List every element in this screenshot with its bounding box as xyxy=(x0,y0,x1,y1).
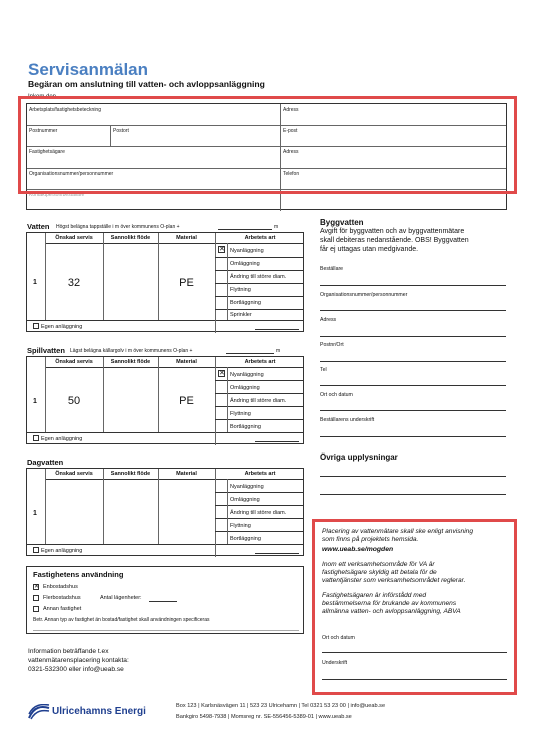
info-line-1: Information beträffande t.ex xyxy=(28,648,109,655)
spill-dim-value: 50 xyxy=(67,395,81,407)
vatten-unit: m xyxy=(274,224,279,230)
spill-work-header: Arbetets art xyxy=(244,359,276,365)
meter-note-p2b: fastighetsägare skyldig att betala för de xyxy=(322,569,437,576)
meter-note-p3a: Fastighetsägaren är införstådd med xyxy=(322,592,427,599)
single-family-checkbox[interactable]: ✕ xyxy=(34,584,40,590)
footer-line-1: Box 123 | Karlsnäsvägen 11 | 523 23 Ulricehamn | Tel 0321 53 23 00 | info@ueab.se xyxy=(176,703,386,709)
vatten-dim-value: 32 xyxy=(67,277,81,289)
meter-note-p2c: vattentjänster som verksamhetsområdet reglerar. xyxy=(322,577,466,584)
apartments-label: Antal lägenheter: xyxy=(100,595,142,601)
bygg-signature-line[interactable] xyxy=(320,436,506,437)
byggvatten-text-1: Avgift för byggvatten och av byggvattenmätare xyxy=(320,228,465,235)
meter-note-p3b: bestämmelserna för brukande av kommunens xyxy=(322,600,457,607)
bygg-org-line[interactable] xyxy=(320,310,506,311)
orderer-line[interactable] xyxy=(320,285,506,286)
bygg-postal-label: Postnr/Ort xyxy=(320,342,344,348)
spillvatten-table xyxy=(26,356,304,444)
multi-family-checkbox[interactable] xyxy=(33,595,39,601)
meter-note-p1a: Placering av vattenmätare skall ske enligt anvisning xyxy=(322,528,474,535)
bygg-date-label: Ort och datum xyxy=(320,392,353,398)
vatten-opt-2: Omläggning xyxy=(230,261,260,267)
dag-opt-5: Bortläggning xyxy=(230,536,261,542)
spill-check-nyanlaggning[interactable]: ✕ xyxy=(219,370,225,377)
spill-opt-1: Nyanläggning xyxy=(230,372,264,378)
info-line-3: 0321-532300 eller info@ueab.se xyxy=(28,666,124,673)
bygg-org-label: Organisationsnummer/personnummer xyxy=(320,292,408,298)
dag-opt-3: Ändring till större diam. xyxy=(230,510,287,516)
byggvatten-text-3: får ej uttagas utan medgivande. xyxy=(320,246,419,253)
info-line-2: vattenmätarensplacering kontakta: xyxy=(28,657,129,664)
highlight-box-meter-note xyxy=(312,519,517,695)
bygg-signature-label: Beställarens underskrift xyxy=(320,417,375,423)
bygg-date-line[interactable] xyxy=(320,410,506,411)
multi-family-label: Flerbostadshus xyxy=(43,595,81,601)
city-label: Postort xyxy=(113,128,129,134)
property-use-box xyxy=(26,566,304,634)
spill-flow-header: Sannolikt flöde xyxy=(110,359,151,365)
spill-material-header: Material xyxy=(176,359,197,365)
address-label: Adress xyxy=(283,107,299,113)
owner-label: Fastighetsägare xyxy=(29,149,65,155)
byggvatten-text-2: skall debiteras nedanstående. OBS! Byggvatten xyxy=(320,237,469,244)
spill-dim-header: Önskad servis xyxy=(55,359,93,365)
vatten-check-nyanlaggning[interactable]: ✕ xyxy=(219,246,225,253)
spill-own-facility-checkbox[interactable] xyxy=(33,435,39,441)
property-use-note: Betr. Annan typ av fastighet än bostad/fastighet skall användningen specificeras xyxy=(33,617,210,623)
company-logo xyxy=(28,704,50,725)
vatten-row-number: 1 xyxy=(33,279,37,286)
spillvatten-unit: m xyxy=(276,348,281,354)
footer-line-2: Bankgiro 5498-7938 | Momsreg nr. SE-556456-5389-01 | www.ueab.se xyxy=(176,714,352,720)
dagvatten-title: Dagvatten xyxy=(27,458,64,467)
dag-flow-header: Sannolikt flöde xyxy=(110,471,151,477)
bygg-address-label: Adress xyxy=(320,317,337,323)
spill-material-value: PE xyxy=(179,395,194,407)
other-property-checkbox[interactable] xyxy=(33,606,39,612)
vatten-material-value: PE xyxy=(179,277,194,289)
vatten-work-header: Arbetets art xyxy=(244,235,276,241)
vatten-opt-6: Sprinkler xyxy=(230,312,252,318)
spill-opt-4: Flyttning xyxy=(230,411,251,417)
meter-note-p2a: Inom ett verksamhetsområde för VA är xyxy=(322,561,435,568)
bygg-phone-label: Tel xyxy=(320,367,327,373)
bygg-postal-line[interactable] xyxy=(320,361,506,362)
other-property-label: Annan fastighet xyxy=(43,606,82,612)
vatten-table xyxy=(26,232,304,332)
dag-own-facility-label: Egen anläggning xyxy=(41,548,83,554)
property-designation-label: Arbetsplats/fastighetsbeteckning xyxy=(29,107,101,113)
received-date-label: Inkom den ...................................................... xyxy=(28,94,148,100)
spillvatten-title: Spillvatten xyxy=(27,346,65,355)
dag-opt-1: Nyanläggning xyxy=(230,484,264,490)
owner-address-label: Adress xyxy=(283,149,299,155)
spill-opt-2: Omläggning xyxy=(230,385,260,391)
dag-opt-2: Omläggning xyxy=(230,497,260,503)
spill-own-facility-label: Egen anläggning xyxy=(41,436,83,442)
dag-row-number: 1 xyxy=(33,510,37,517)
vatten-flow-header: Sannolikt flöde xyxy=(110,235,151,241)
byggvatten-title: Byggvatten xyxy=(320,218,364,227)
vatten-note: Högst belägna tappställe i m över kommunens O-plan + xyxy=(56,224,180,230)
orderer-label: Beställare xyxy=(320,266,344,272)
bygg-address-line[interactable] xyxy=(320,336,506,337)
form-subtitle: Begäran om anslutning till vatten- och avloppsanläggning xyxy=(28,79,265,89)
dag-material-header: Material xyxy=(176,471,197,477)
bygg-phone-line[interactable] xyxy=(320,385,506,386)
meter-note-p3c: allmänna vatten- och avloppsanläggning, ABVA xyxy=(322,608,461,615)
company-name: Ulricehamns Energi xyxy=(52,706,146,717)
phone-label: Telefon xyxy=(283,171,300,177)
dag-own-facility-checkbox[interactable] xyxy=(33,547,39,553)
meter-signature-label: Underskrift xyxy=(322,660,348,666)
property-use-title: Fastighetens användning xyxy=(33,570,124,579)
vatten-own-facility-label: Egen anläggning xyxy=(41,324,83,330)
vatten-opt-4: Flyttning xyxy=(230,287,251,293)
meter-note-p1b: som finns på projektets hemsida. xyxy=(322,536,419,543)
meter-note-url[interactable]: www.ueab.se/mogden xyxy=(322,546,394,553)
postal-code-label: Postnummer xyxy=(29,128,58,134)
other-info-line-1[interactable] xyxy=(320,476,506,477)
other-info-title: Övriga upplysningar xyxy=(320,453,398,462)
email-label: E-post xyxy=(283,128,298,134)
vatten-opt-1: Nyanläggning xyxy=(230,248,264,254)
vatten-title: Vatten xyxy=(27,222,50,231)
highlight-box-applicant xyxy=(18,96,517,194)
spill-opt-3: Ändring till större diam. xyxy=(230,398,287,404)
contact-label: Kontaktperson/beställare xyxy=(29,192,85,198)
org-number-label: Organisationsnummer/personnummer xyxy=(29,171,114,177)
vatten-own-facility-checkbox[interactable] xyxy=(33,323,39,329)
dag-work-header: Arbetets art xyxy=(244,471,276,477)
dag-dim-header: Önskad servis xyxy=(55,471,93,477)
spillvatten-note: Lägst belägna källargolv i m över kommunens O-plan + xyxy=(70,348,193,354)
spill-row-number: 1 xyxy=(33,398,37,405)
vatten-opt-5: Bortläggning xyxy=(230,300,261,306)
vatten-material-header: Material xyxy=(176,235,197,241)
spill-opt-5: Bortläggning xyxy=(230,424,261,430)
other-info-line-2[interactable] xyxy=(320,494,506,495)
logo-wave-icon xyxy=(28,704,50,720)
meter-date-label: Ort och datum xyxy=(322,635,355,641)
form-title: Servisanmälan xyxy=(28,60,149,79)
dag-opt-4: Flyttning xyxy=(230,523,251,529)
single-family-label: Enbostadshus xyxy=(43,584,78,590)
vatten-opt-3: Ändring till större diam. xyxy=(230,274,287,280)
vatten-dim-header: Önskad servis xyxy=(55,235,93,241)
dagvatten-table xyxy=(26,468,304,556)
